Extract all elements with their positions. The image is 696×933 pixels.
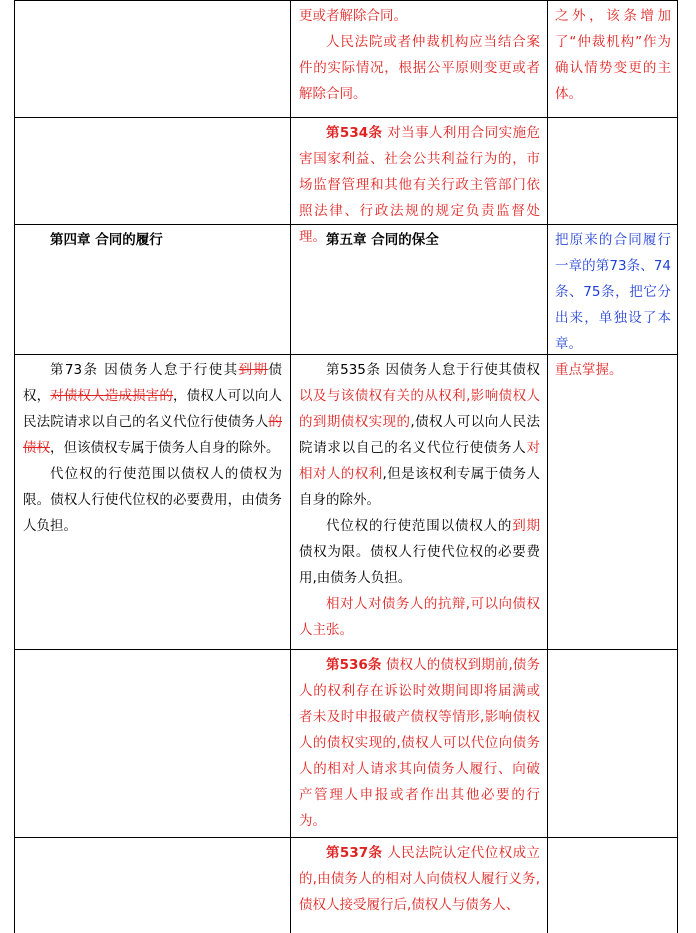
cell-text: 人民法院或者仲裁机构应当结合案件的实际情况，根据公平原则变更或者解除合同。 — [299, 34, 540, 102]
old-law-cell — [14, 355, 290, 650]
cell-paragraph — [299, 840, 540, 918]
cell-text: 债权人的债权到期前,债务人的权利存在诉讼时效期间即将届满或者未及时申报破产债权等情形,影响债权人的债权实现的,债权人可以代位向债务人的相对人请求其向债务人履行、向破产管理人申报或者作出其他必要的行为。 — [299, 657, 540, 829]
old-law-cell — [14, 650, 290, 838]
cell-paragraph — [555, 227, 671, 357]
note-cell — [547, 650, 678, 838]
note-cell — [547, 118, 678, 225]
cell-text: 第537条 — [326, 845, 383, 861]
cell-text: 重点掌握。 — [555, 362, 623, 378]
cell-paragraph — [23, 227, 282, 253]
table-row — [14, 649, 678, 838]
cell-paragraph — [299, 3, 540, 29]
cell-text: 把原来的合同履行一章的第73条、74条、75条，把它分出来，单独设了本章。 — [555, 232, 671, 352]
cell-text: 代位权的行使范围以债权人的债权为限。债权人行使代位权的必要费用，由债务人负担。 — [23, 466, 282, 534]
cell-text: 到期 — [512, 518, 541, 534]
old-law-cell — [14, 225, 290, 355]
note-cell — [547, 225, 678, 355]
new-law-cell — [290, 838, 547, 933]
cell-paragraph — [299, 652, 540, 834]
new-law-cell — [290, 1, 547, 118]
cell-paragraph — [299, 227, 540, 253]
cell-text: ,债权人可以向人民法院请求以自己的名义代位行使债务人 — [299, 414, 540, 456]
cell-paragraph — [299, 591, 540, 643]
table-row — [14, 354, 678, 650]
table-row — [14, 837, 678, 933]
cell-text: 第五章 合同的保全 — [326, 232, 439, 248]
deleted-text: 到期 — [238, 362, 269, 378]
cell-text: 以及与该债权有关的从权利,影响债权人的到期债权实现的 — [299, 388, 540, 430]
cell-text: 第73条 因债务人怠于行使其 — [50, 362, 239, 378]
cell-text: 相对人对债务人的抗辩,可以向债权人主张。 — [299, 596, 540, 638]
note-cell — [547, 838, 678, 933]
cell-text: 第536条 — [326, 657, 382, 673]
cell-text: 对相对人的权利 — [299, 440, 540, 482]
cell-text: ，债权人可以向人民法院请求以自己的名义代位行使债务人 — [23, 388, 283, 430]
cell-paragraph — [555, 357, 671, 383]
cell-text: ,但是该权利专属于债务人自身的除外。 — [299, 466, 540, 508]
cell-text: 代位权的行使范围以债权人的 — [326, 518, 513, 534]
table-row — [14, 0, 678, 118]
old-law-cell — [14, 838, 290, 933]
cell-text: 更或者解除合同。 — [299, 8, 407, 24]
deleted-text: 的债权 — [23, 414, 282, 456]
note-cell — [547, 1, 678, 118]
cell-paragraph — [299, 29, 540, 107]
cell-paragraph — [299, 513, 540, 591]
cell-paragraph — [23, 357, 282, 461]
cell-text: 之外，该条增加了“仲裁机构”作为确认情势变更的主体。 — [555, 8, 671, 102]
cell-text: 第535条 因债务人怠于行使其债权 — [326, 362, 540, 378]
cell-text: 第534条 — [326, 125, 383, 141]
cell-paragraph — [299, 357, 540, 513]
deleted-text: 对债权人造成损害的 — [50, 388, 174, 404]
old-law-cell — [14, 118, 290, 225]
old-law-cell — [14, 1, 290, 118]
cell-text: 对当事人利用合同实施危害国家利益、社会公共利益行为的，市场监督管理和其他有关行政主管部门依照法律、行政法规的规定负责监督处理。 — [299, 125, 541, 245]
cell-text: 债权， — [23, 362, 282, 404]
new-law-cell — [290, 355, 547, 650]
table-row — [14, 224, 678, 355]
note-cell — [547, 355, 678, 650]
cell-text: 人民法院认定代位权成立的,由债务人的相对人向债权人履行义务,债权人接受履行后,债权人与债务人、 — [299, 845, 541, 913]
cell-text: ，但该债权专属于债务人自身的除外。 — [50, 440, 280, 456]
cell-text: 第四章 合同的履行 — [50, 232, 163, 248]
cell-text: 债权为限。债权人行使代位权的必要费用,由债务人负担。 — [299, 544, 540, 586]
cell-paragraph — [23, 461, 282, 539]
new-law-cell — [290, 225, 547, 355]
new-law-cell — [290, 650, 547, 838]
cell-paragraph — [555, 3, 671, 107]
